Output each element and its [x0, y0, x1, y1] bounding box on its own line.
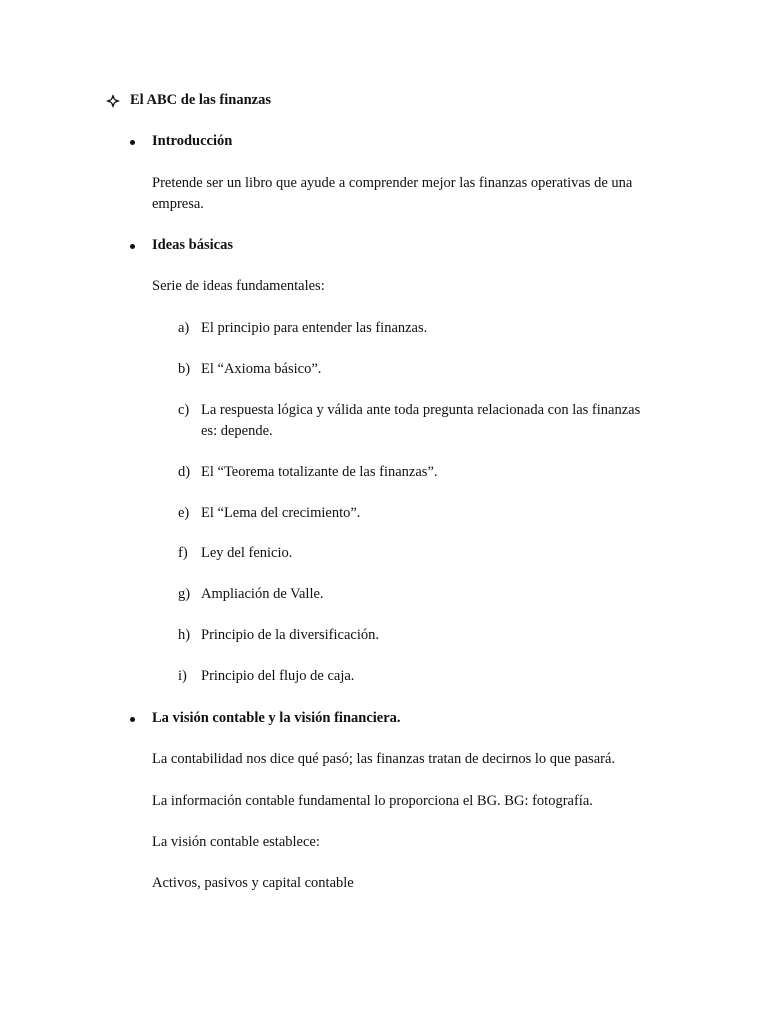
section-title-introduccion: Introducción	[152, 133, 233, 149]
vision-paragraph-2: La información contable fundamental lo proporciona el BG. BG: fotografía.	[152, 793, 593, 809]
list-item-letter: i)	[178, 668, 187, 684]
ideas-intro: Serie de ideas fundamentales:	[152, 278, 325, 294]
section-title-vision: La visión contable y la visión financiera.	[152, 710, 401, 726]
bullet-icon	[130, 140, 135, 145]
list-item-text: Ley del fenicio.	[201, 545, 293, 561]
list-item-letter: d)	[178, 464, 191, 480]
bullet-icon	[130, 717, 135, 722]
vision-paragraph-1: La contabilidad nos dice qué pasó; las finanzas tratan de decirnos lo que pasará.	[152, 751, 616, 767]
diamond-bullet-icon	[106, 94, 120, 108]
list-item-text-continued: es: depende.	[201, 423, 273, 439]
introduccion-paragraph-line1: Pretende ser un libro que ayude a comprender mejor las finanzas operativas de una	[152, 175, 633, 191]
list-item-letter: e)	[178, 505, 190, 521]
list-item-text: El “Teorema totalizante de las finanzas”.	[201, 464, 438, 480]
list-item-text: Ampliación de Valle.	[201, 586, 324, 602]
list-item-text: La respuesta lógica y válida ante toda pregunta relacionada con las finanzas	[201, 402, 641, 418]
list-item-text: Principio del flujo de caja.	[201, 668, 355, 684]
vision-paragraph-3: La visión contable establece:	[152, 834, 320, 850]
section-title-ideas: Ideas básicas	[152, 237, 233, 253]
list-item-text: El principio para entender las finanzas.	[201, 320, 428, 336]
list-item-text: El “Axioma básico”.	[201, 361, 322, 377]
vision-paragraph-4: Activos, pasivos y capital contable	[152, 875, 354, 891]
list-item-letter: g)	[178, 586, 191, 602]
list-item-text: Principio de la diversificación.	[201, 627, 379, 643]
introduccion-paragraph-line2: empresa.	[152, 196, 204, 212]
document-heading: El ABC de las finanzas	[130, 92, 271, 108]
bullet-icon	[130, 244, 135, 249]
list-item-letter: c)	[178, 402, 190, 418]
list-item-letter: b)	[178, 361, 191, 377]
list-item-letter: a)	[178, 320, 190, 336]
list-item-text: El “Lema del crecimiento”.	[201, 505, 361, 521]
list-item-letter: f)	[178, 545, 188, 561]
list-item-letter: h)	[178, 627, 191, 643]
